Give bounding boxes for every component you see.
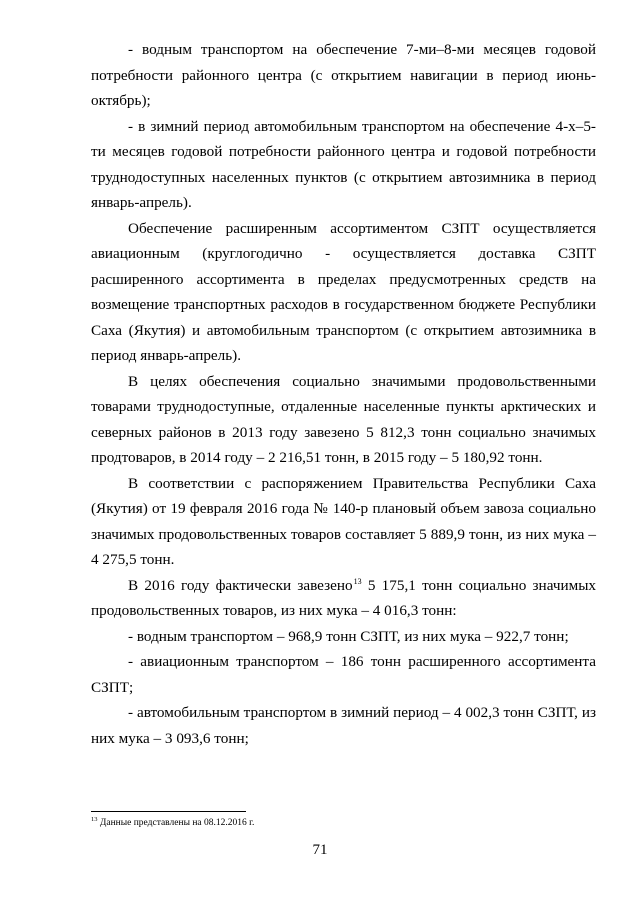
list-item-water: - водным транспортом – 968,9 тонн СЗПТ, из них мука – 922,7 тонн;: [128, 627, 569, 645]
footnote: [91, 817, 254, 829]
paragraph-extended-assortment: Обеспечение расширенным ассортиментом СЗПТ осуществляется авиационным (круглогодично - осуществляется доставка СЗПТ расширенного ассортимента в пределах предусмотренных средств на возмещение транспортных расходов в государственном бюджете Республики Саха (Якутия) и автомобильным транспортом (с открытием автозимника в период январь-апрель).: [91, 219, 596, 364]
footnote-divider: [91, 811, 246, 812]
page-number: 71: [312, 842, 328, 858]
body-text: [91, 37, 596, 751]
footnote-number: 13: [91, 816, 98, 823]
paragraph-water-transport: - водным транспортом на обеспечение 7-ми–8-ми месяцев годовой потребности районного центра (с открытием навигации в период июнь-октябрь);: [91, 41, 596, 109]
paragraph-winter-road-transport: - в зимний период автомобильным транспортом на обеспечение 4-х–5-ти месяцев годовой потребности районного центра и годовой потребности труднодоступных населенных пунктов (с открытием автозимника в период январь-апрель).: [91, 117, 596, 211]
list-item-air: - авиационным транспортом – 186 тонн расширенного ассортимента СЗПТ;: [91, 653, 596, 696]
paragraph-delivery-history: В целях обеспечения социально значимыми продовольственными товарами труднодоступные, отдаленные населенные пункты арктических и северных районов в 2013 году завезено 5 812,3 тонн социально значимых продтоваров, в 2014 году – 2 216,51 тонн, в 2015 году – 5 180,92 тонн.: [91, 372, 596, 466]
paragraph-actual-2016-start: В 2016 году фактически завезено: [128, 576, 353, 594]
footnote-text: Данные представлены на 08.12.2016 г.: [97, 818, 255, 828]
paragraph-actual-2016-end: 5 175,1 тонн социально значимых продовольственных товаров, из них мука – 4 016,3 тонн:: [91, 576, 596, 619]
paragraph-planned-volume: В соответствии с распоряжением Правительства Республики Саха (Якутия) от 19 февраля 2016 года № 140-р плановый объем завоза социально значимых продовольственных товаров составляет 5 889,9 тонн, из них мука – 4 275,5 тонн.: [91, 474, 596, 568]
footnote-reference[interactable]: 13: [353, 576, 362, 586]
list-item-road: - автомобильным транспортом в зимний период – 4 002,3 тонн СЗПТ, из них мука – 3 093,6 тонн;: [91, 704, 596, 747]
paragraph-actual-2016: [91, 573, 596, 624]
